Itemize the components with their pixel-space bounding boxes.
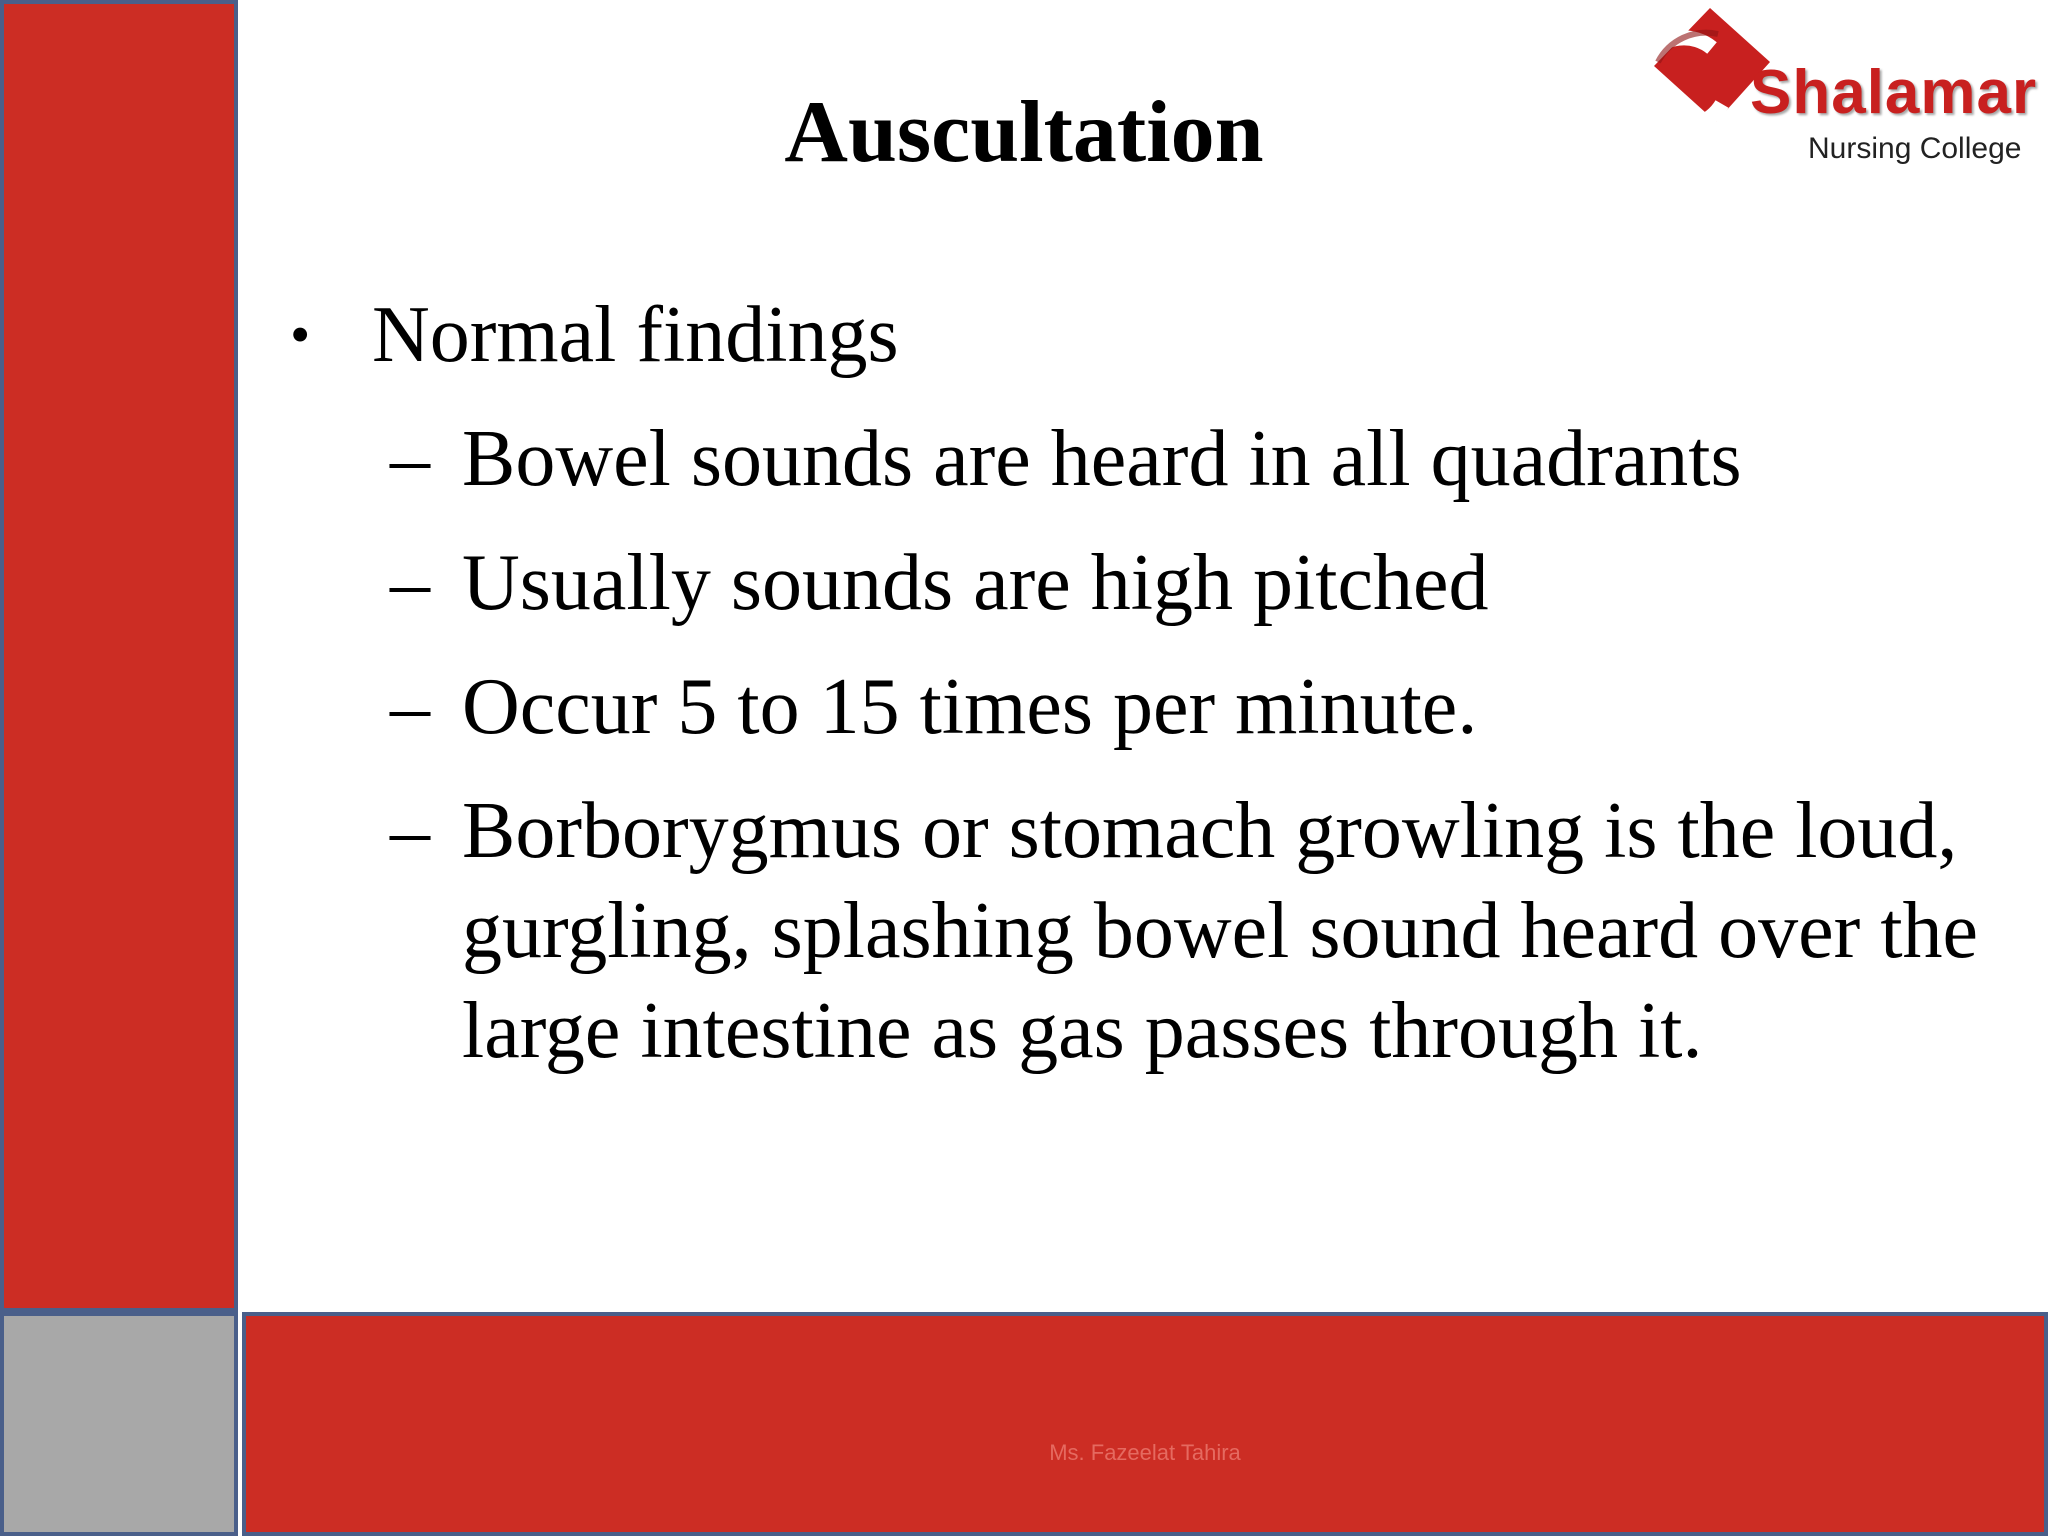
college-logo — [1624, 4, 2044, 174]
logo-subtitle: Nursing College — [1808, 132, 2022, 165]
sub-bullet-item — [290, 657, 1990, 757]
dash-icon: – — [390, 787, 430, 875]
slide-content — [290, 285, 1990, 1105]
footer-author: Ms. Fazeelat Tahira — [1049, 1440, 1241, 1465]
dash-icon: – — [390, 539, 430, 627]
dash-icon: – — [390, 663, 430, 751]
sub-bullet-text: Occur 5 to 15 times per minute. — [462, 663, 1478, 751]
logo-name: Shalamar — [1750, 58, 2038, 127]
sub-bullet-item — [290, 533, 1990, 633]
sub-bullet-text: Borborygmus or stomach growling is the loud, gurgling, splashing bowel sound heard over the large intestine as gas passes through it. — [462, 787, 1979, 1075]
sub-bullet-item — [290, 781, 1990, 1081]
sub-bullet-text: Usually sounds are high pitched — [462, 539, 1489, 627]
sub-bullet-item — [290, 409, 1990, 509]
sub-bullet-text: Bowel sounds are heard in all quadrants — [462, 415, 1742, 503]
sub-bullet-list — [290, 409, 1990, 1081]
left-accent-bar — [0, 0, 238, 1312]
slide-title: Auscultation — [784, 84, 1264, 181]
bullet-icon: • — [290, 302, 311, 367]
dash-icon: – — [390, 415, 430, 503]
bullet-item — [290, 285, 1990, 385]
corner-gray-block — [0, 1312, 238, 1536]
footer-bar — [242, 1312, 2048, 1536]
bullet-text: Normal findings — [372, 291, 899, 379]
